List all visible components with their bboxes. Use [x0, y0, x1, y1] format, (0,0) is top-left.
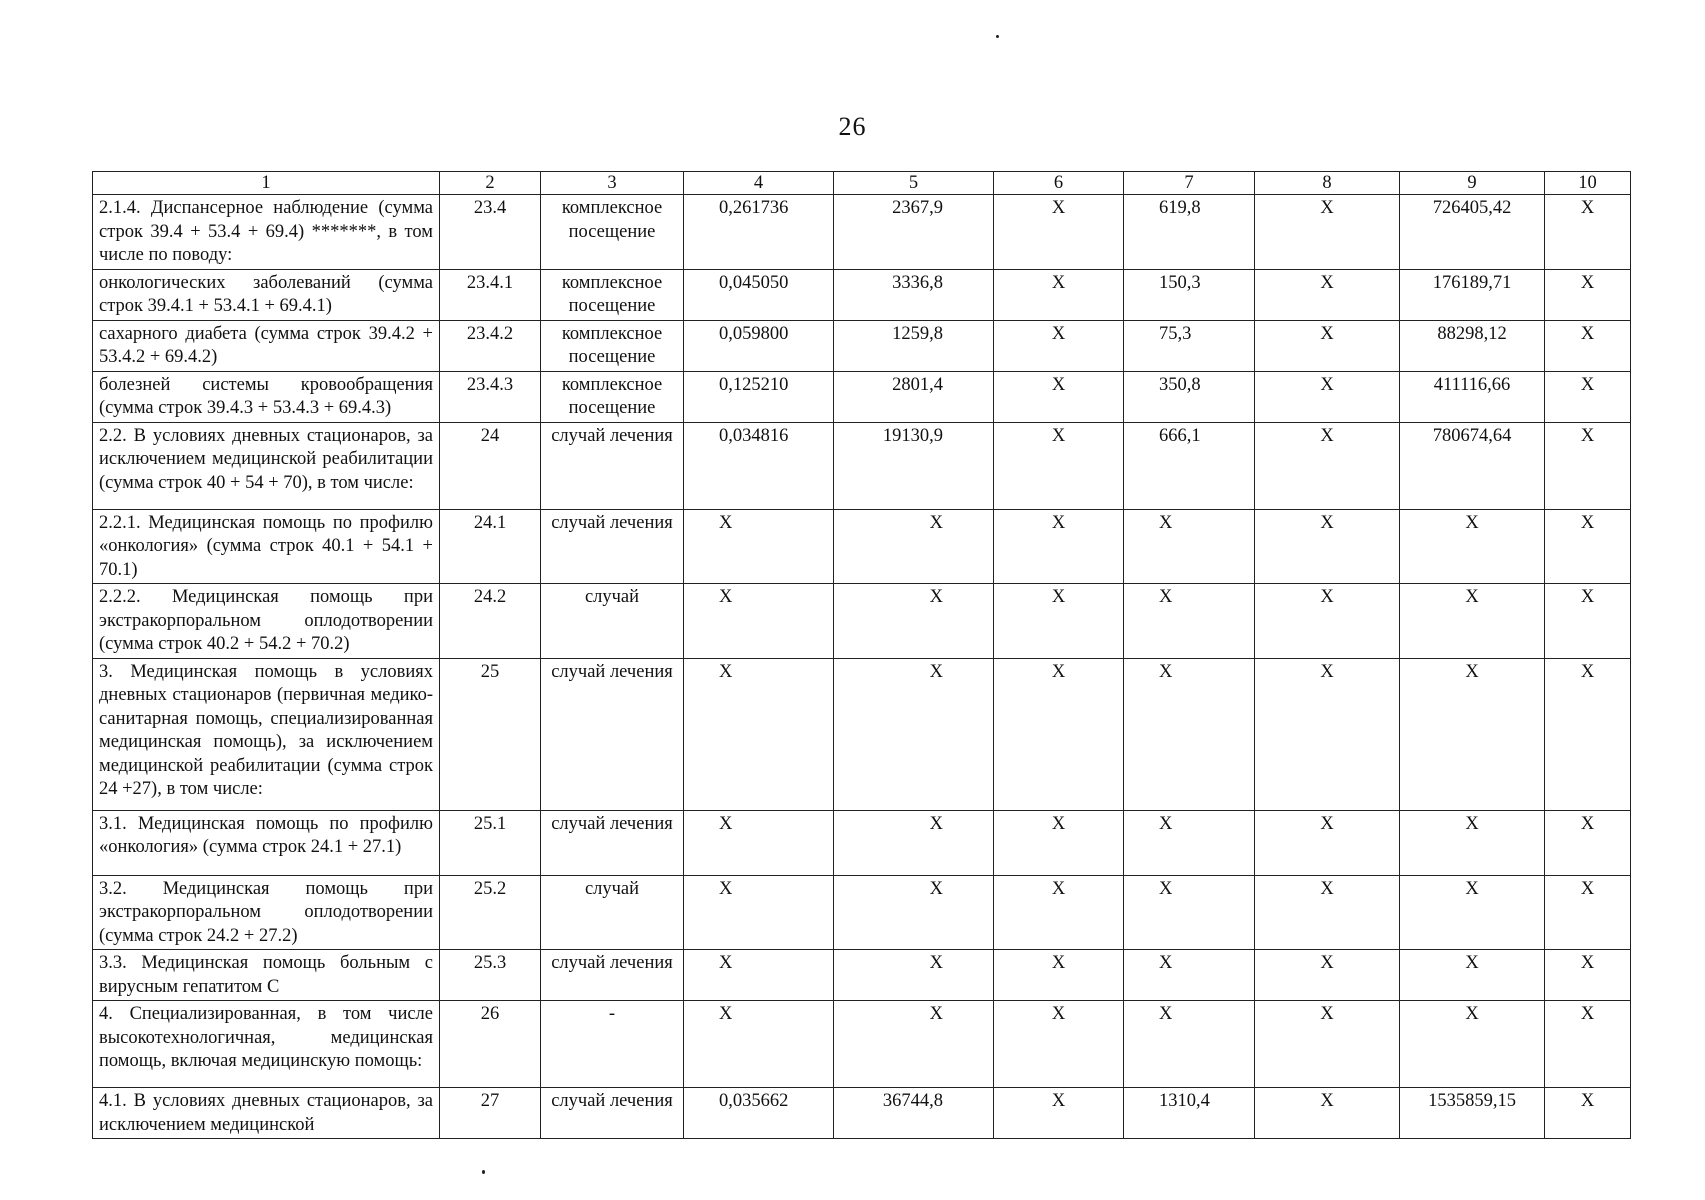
- line-code-cell: 23.4.1: [440, 269, 541, 320]
- unit-cell: случай лечения: [541, 810, 684, 875]
- col-6-cell: X: [994, 371, 1124, 422]
- total-cost-cell: X: [1400, 658, 1545, 810]
- line-code-cell: 25: [440, 658, 541, 810]
- description-cell: 3. Медицинская помощь в условиях дневных стационаров (первичная медико-санитарная помощь, специализированная медицинская помощь), за исключением медицинской реабилитации (сумма строк 24 +27), в том числе:: [93, 658, 440, 810]
- col-6-cell: X: [994, 658, 1124, 810]
- table-row: [93, 875, 1631, 950]
- table-row: [93, 1088, 1631, 1139]
- per-capita-cell: X: [1124, 584, 1255, 659]
- volume-norm-cell: 0,059800: [684, 320, 834, 371]
- col-8-cell: X: [1255, 875, 1400, 950]
- col-6-cell: X: [994, 1001, 1124, 1088]
- col-8-cell: X: [1255, 810, 1400, 875]
- description-cell: 3.3. Медицинская помощь больным с вирусным гепатитом С: [93, 950, 440, 1001]
- line-code-cell: 23.4.2: [440, 320, 541, 371]
- line-code-cell: 24.1: [440, 509, 541, 584]
- line-code-cell: 25.2: [440, 875, 541, 950]
- table-row: [93, 195, 1631, 270]
- volume-norm-cell: 0,035662: [684, 1088, 834, 1139]
- cost-norm-cell: X: [834, 584, 994, 659]
- col-8-cell: X: [1255, 950, 1400, 1001]
- col-10-cell: X: [1545, 269, 1631, 320]
- table-row: [93, 658, 1631, 810]
- total-cost-cell: X: [1400, 950, 1545, 1001]
- per-capita-cell: 619,8: [1124, 195, 1255, 270]
- col-6-cell: X: [994, 810, 1124, 875]
- line-code-cell: 24: [440, 422, 541, 509]
- column-number: 9: [1400, 172, 1545, 195]
- line-code-cell: 27: [440, 1088, 541, 1139]
- table-row: [93, 584, 1631, 659]
- description-cell: сахарного диабета (сумма строк 39.4.2 + 53.4.2 + 69.4.2): [93, 320, 440, 371]
- line-code-cell: 23.4: [440, 195, 541, 270]
- col-10-cell: X: [1545, 1001, 1631, 1088]
- col-10-cell: X: [1545, 509, 1631, 584]
- unit-cell: случай лечения: [541, 422, 684, 509]
- cost-norm-cell: X: [834, 1001, 994, 1088]
- volume-norm-cell: X: [684, 584, 834, 659]
- volume-norm-cell: 0,261736: [684, 195, 834, 270]
- cost-norm-cell: 1259,8: [834, 320, 994, 371]
- col-10-cell: X: [1545, 875, 1631, 950]
- total-cost-cell: 1535859,15: [1400, 1088, 1545, 1139]
- table-row: [93, 269, 1631, 320]
- page-number: 26: [838, 112, 867, 141]
- unit-cell: -: [541, 1001, 684, 1088]
- line-code-cell: 26: [440, 1001, 541, 1088]
- table-row: [93, 950, 1631, 1001]
- table-row: [93, 509, 1631, 584]
- col-8-cell: X: [1255, 195, 1400, 270]
- cost-norm-cell: 19130,9: [834, 422, 994, 509]
- data-table: [92, 171, 1631, 1139]
- col-6-cell: X: [994, 1088, 1124, 1139]
- col-6-cell: X: [994, 320, 1124, 371]
- cost-norm-cell: X: [834, 810, 994, 875]
- total-cost-cell: X: [1400, 509, 1545, 584]
- col-10-cell: X: [1545, 810, 1631, 875]
- total-cost-cell: 176189,71: [1400, 269, 1545, 320]
- cost-norm-cell: 2801,4: [834, 371, 994, 422]
- unit-cell: комплексное посещение: [541, 320, 684, 371]
- cost-norm-cell: X: [834, 658, 994, 810]
- table-row: [93, 810, 1631, 875]
- unit-cell: случай лечения: [541, 509, 684, 584]
- col-10-cell: X: [1545, 1088, 1631, 1139]
- volume-norm-cell: X: [684, 509, 834, 584]
- volume-norm-cell: 0,034816: [684, 422, 834, 509]
- col-10-cell: X: [1545, 371, 1631, 422]
- scan-speck: [482, 1170, 485, 1174]
- line-code-cell: 25.1: [440, 810, 541, 875]
- per-capita-cell: 75,3: [1124, 320, 1255, 371]
- total-cost-cell: X: [1400, 584, 1545, 659]
- scan-speck: [996, 35, 999, 38]
- total-cost-cell: 88298,12: [1400, 320, 1545, 371]
- cost-norm-cell: X: [834, 950, 994, 1001]
- description-cell: 3.2. Медицинская помощь при экстракорпоральном оплодотворении (сумма строк 24.2 + 27.2): [93, 875, 440, 950]
- col-8-cell: X: [1255, 320, 1400, 371]
- description-cell: 2.2.1. Медицинская помощь по профилю «онкология» (сумма строк 40.1 + 54.1 + 70.1): [93, 509, 440, 584]
- volume-norm-cell: 0,045050: [684, 269, 834, 320]
- unit-cell: случай: [541, 584, 684, 659]
- per-capita-cell: X: [1124, 810, 1255, 875]
- volume-norm-cell: X: [684, 875, 834, 950]
- table-row: [93, 422, 1631, 509]
- total-cost-cell: X: [1400, 810, 1545, 875]
- col-6-cell: X: [994, 875, 1124, 950]
- unit-cell: случай лечения: [541, 950, 684, 1001]
- unit-cell: комплексное посещение: [541, 269, 684, 320]
- total-cost-cell: 411116,66: [1400, 371, 1545, 422]
- table-row: [93, 1001, 1631, 1088]
- unit-cell: комплексное посещение: [541, 195, 684, 270]
- col-8-cell: X: [1255, 658, 1400, 810]
- line-code-cell: 25.3: [440, 950, 541, 1001]
- col-6-cell: X: [994, 584, 1124, 659]
- line-code-cell: 24.2: [440, 584, 541, 659]
- col-8-cell: X: [1255, 422, 1400, 509]
- column-number: 2: [440, 172, 541, 195]
- total-cost-cell: X: [1400, 1001, 1545, 1088]
- col-6-cell: X: [994, 269, 1124, 320]
- total-cost-cell: X: [1400, 875, 1545, 950]
- column-number: 6: [994, 172, 1124, 195]
- per-capita-cell: 150,3: [1124, 269, 1255, 320]
- col-8-cell: X: [1255, 371, 1400, 422]
- col-6-cell: X: [994, 509, 1124, 584]
- per-capita-cell: 1310,4: [1124, 1088, 1255, 1139]
- col-10-cell: X: [1545, 320, 1631, 371]
- volume-norm-cell: X: [684, 950, 834, 1001]
- column-number: 5: [834, 172, 994, 195]
- cost-norm-cell: 36744,8: [834, 1088, 994, 1139]
- col-8-cell: X: [1255, 1001, 1400, 1088]
- column-number: 8: [1255, 172, 1400, 195]
- column-number: 4: [684, 172, 834, 195]
- column-number-row: [93, 172, 1631, 195]
- per-capita-cell: X: [1124, 1001, 1255, 1088]
- per-capita-cell: X: [1124, 875, 1255, 950]
- description-cell: болезней системы кровообращения (сумма строк 39.4.3 + 53.4.3 + 69.4.3): [93, 371, 440, 422]
- volume-norm-cell: X: [684, 658, 834, 810]
- cost-norm-cell: 3336,8: [834, 269, 994, 320]
- col-8-cell: X: [1255, 509, 1400, 584]
- line-code-cell: 23.4.3: [440, 371, 541, 422]
- per-capita-cell: X: [1124, 509, 1255, 584]
- description-cell: 4.1. В условиях дневных стационаров, за исключением медицинской: [93, 1088, 440, 1139]
- unit-cell: комплексное посещение: [541, 371, 684, 422]
- volume-norm-cell: 0,125210: [684, 371, 834, 422]
- volume-norm-cell: X: [684, 810, 834, 875]
- col-6-cell: X: [994, 422, 1124, 509]
- unit-cell: случай лечения: [541, 1088, 684, 1139]
- per-capita-cell: X: [1124, 658, 1255, 810]
- col-10-cell: X: [1545, 195, 1631, 270]
- unit-cell: случай: [541, 875, 684, 950]
- table-row: [93, 320, 1631, 371]
- column-number: 1: [93, 172, 440, 195]
- col-10-cell: X: [1545, 950, 1631, 1001]
- total-cost-cell: 726405,42: [1400, 195, 1545, 270]
- description-cell: 2.1.4. Диспансерное наблюдение (сумма строк 39.4 + 53.4 + 69.4) *******, в том числе по поводу:: [93, 195, 440, 270]
- unit-cell: случай лечения: [541, 658, 684, 810]
- col-8-cell: X: [1255, 269, 1400, 320]
- col-10-cell: X: [1545, 584, 1631, 659]
- volume-norm-cell: X: [684, 1001, 834, 1088]
- total-cost-cell: 780674,64: [1400, 422, 1545, 509]
- col-10-cell: X: [1545, 658, 1631, 810]
- col-8-cell: X: [1255, 1088, 1400, 1139]
- per-capita-cell: 666,1: [1124, 422, 1255, 509]
- col-8-cell: X: [1255, 584, 1400, 659]
- description-cell: онкологических заболеваний (сумма строк 39.4.1 + 53.4.1 + 69.4.1): [93, 269, 440, 320]
- description-cell: 2.2.2. Медицинская помощь при экстракорпоральном оплодотворении (сумма строк 40.2 + 54.2 + 70.2): [93, 584, 440, 659]
- column-number: 3: [541, 172, 684, 195]
- description-cell: 4. Специализированная, в том числе высокотехнологичная, медицинская помощь, включая медицинскую помощь:: [93, 1001, 440, 1088]
- col-6-cell: X: [994, 195, 1124, 270]
- per-capita-cell: X: [1124, 950, 1255, 1001]
- cost-norm-cell: 2367,9: [834, 195, 994, 270]
- column-number: 10: [1545, 172, 1631, 195]
- table-body: [93, 172, 1631, 1139]
- cost-norm-cell: X: [834, 875, 994, 950]
- description-cell: 2.2. В условиях дневных стационаров, за исключением медицинской реабилитации (сумма строк 40 + 54 + 70), в том числе:: [93, 422, 440, 509]
- col-10-cell: X: [1545, 422, 1631, 509]
- table-row: [93, 371, 1631, 422]
- col-6-cell: X: [994, 950, 1124, 1001]
- cost-norm-cell: X: [834, 509, 994, 584]
- per-capita-cell: 350,8: [1124, 371, 1255, 422]
- description-cell: 3.1. Медицинская помощь по профилю «онкология» (сумма строк 24.1 + 27.1): [93, 810, 440, 875]
- column-number: 7: [1124, 172, 1255, 195]
